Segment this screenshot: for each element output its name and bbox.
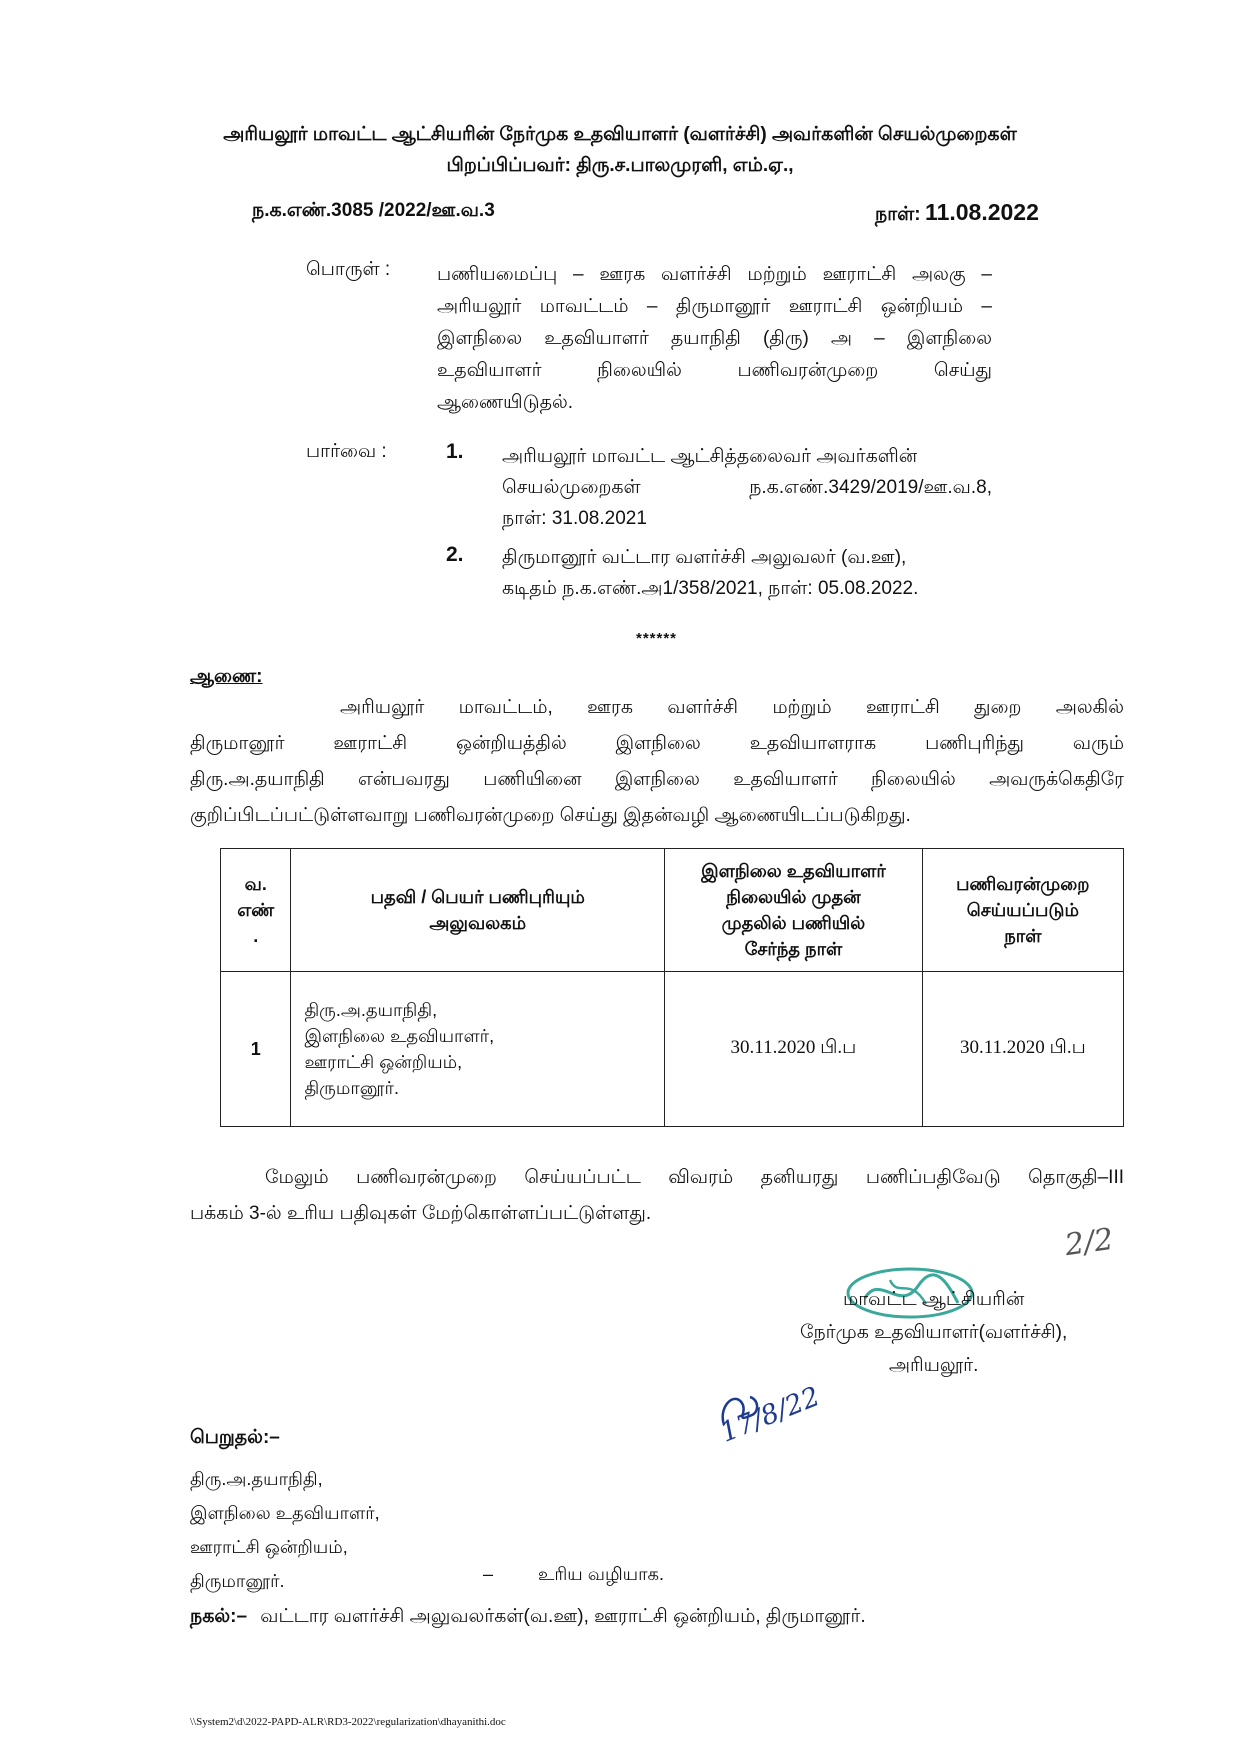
header-line: எண் bbox=[237, 899, 275, 920]
reference-line: நாள்: 31.08.2021 bbox=[502, 508, 647, 529]
column-header-post-name bbox=[291, 849, 665, 972]
order-heading: ஆணை: bbox=[190, 666, 263, 687]
date-label: நாள்: bbox=[875, 204, 921, 225]
signature-block bbox=[800, 1283, 1067, 1382]
reference-line: செயல்முறைகள் ந.க.எண்.3429/2019/ஊ.வ.8, bbox=[502, 477, 992, 498]
recipient-line: திருமானூர். bbox=[190, 1571, 285, 1591]
order-line: திருமானூர் ஊராட்சி ஒன்றியத்தில் இளநிலை உதவியாளராக பணிபுரிந்து வரும் bbox=[190, 733, 1124, 754]
cell-line: திருமானூர். bbox=[304, 1078, 399, 1099]
recipient-label: பெறுதல்:– bbox=[190, 1427, 280, 1448]
signature-line: நேர்முக உதவியாளர்(வளர்ச்சி), bbox=[800, 1322, 1068, 1343]
date-value: 11.08.2022 bbox=[925, 199, 1039, 225]
cell-joining-date: 30.11.2020 பி.ப bbox=[665, 972, 923, 1127]
subject-line: அரியலூர் மாவட்டம் – திருமானூர் ஊராட்சி ஒன்றியம் – bbox=[437, 296, 992, 317]
subject-text bbox=[437, 259, 992, 419]
subject-line: பணியமைப்பு – ஊரக வளர்ச்சி மற்றும் ஊராட்சி அலகு – bbox=[437, 264, 992, 285]
header-line: நிலையில் முதன் bbox=[726, 886, 861, 907]
reference-item-1 bbox=[502, 441, 992, 534]
table-header-row bbox=[221, 849, 1124, 972]
header-line: நாள் bbox=[1004, 926, 1042, 947]
page-mark: 2/2 bbox=[1062, 1221, 1116, 1264]
order-paragraph bbox=[190, 690, 1124, 834]
references-label: பார்வை : bbox=[306, 441, 387, 462]
further-line: பக்கம் 3-ல் உரிய பதிவுகள் மேற்கொள்ளப்பட்டுள்ளது. bbox=[190, 1203, 652, 1224]
header-line: முதலில் பணியில் bbox=[721, 913, 866, 933]
column-header-regularization-date bbox=[922, 849, 1123, 972]
subject-line: ஆணையிடுதல். bbox=[437, 392, 574, 413]
copy-line bbox=[190, 1606, 866, 1630]
recipient-line: ஊராட்சி ஒன்றியம், bbox=[190, 1537, 348, 1557]
recipient-address bbox=[190, 1462, 380, 1598]
order-line: திரு.அ.தயாநிதி என்பவரது பணியினை இளநிலை உதவியாளர் நிலையில் அவருக்கெதிரே bbox=[190, 769, 1124, 790]
further-line: மேலும் பணிவரன்முறை செய்யப்பட்ட விவரம் தனியரது பணிப்பதிவேடு தொகுதி–III bbox=[265, 1167, 1124, 1188]
reference-line: அரியலூர் மாவட்ட ஆட்சித்தலைவர் அவர்களின் bbox=[502, 446, 918, 467]
file-path: \\System2\d\2022-PAPD-ALR\RD3-2022\regularization\dhayanithi.doc bbox=[190, 1716, 506, 1728]
recipient-via: உரிய வழியாக. bbox=[538, 1564, 665, 1584]
reference-number-2: 2. bbox=[446, 543, 464, 566]
order-line: குறிப்பிடப்பட்டுள்ளவாறு பணிவரன்முறை செய்து இதன்வழி ஆணையிடப்படுகிறது. bbox=[190, 805, 911, 826]
recipient-line: திரு.அ.தயாநிதி, bbox=[190, 1469, 323, 1489]
signature-line: மாவட்ட ஆட்சியரின் bbox=[842, 1289, 1025, 1310]
column-header-serial bbox=[221, 849, 291, 972]
reference-line: திருமானூர் வட்டார வளர்ச்சி அலுவலர் (வ.ஊ), bbox=[502, 547, 907, 568]
order-date bbox=[875, 199, 1039, 228]
signature-initials: 17/8/22 bbox=[716, 1381, 825, 1449]
regularization-table bbox=[220, 848, 1124, 1127]
copy-text: வட்டார வளர்ச்சி அலுவலர்கள்(வ.ஊ), ஊராட்சி ஒன்றியம், திருமானூர். bbox=[260, 1606, 866, 1627]
table-row bbox=[221, 972, 1124, 1127]
reference-line: கடிதம் ந.க.எண்.அ1/358/2021, நாள்: 05.08.2022. bbox=[502, 578, 919, 599]
subject-line: இளநிலை உதவியாளர் தயாநிதி (திரு) அ – இளநிலை bbox=[437, 328, 992, 349]
header-line: பணிவரன்முறை bbox=[956, 873, 1090, 894]
header-line: வ. bbox=[244, 873, 267, 894]
reference-item-2 bbox=[502, 542, 1002, 604]
cell-post-name bbox=[291, 972, 665, 1127]
page-title: அரியலூர் மாவட்ட ஆட்சியரின் நேர்முக உதவியாளர் (வளர்ச்சி) அவர்களின் செயல்முறைகள் bbox=[223, 124, 1017, 145]
cell-line: இளநிலை உதவியாளர், bbox=[304, 1025, 495, 1046]
cell-regularization-date: 30.11.2020 பி.ப bbox=[922, 972, 1123, 1127]
header-line: இளநிலை உதவியாளர் bbox=[701, 860, 886, 881]
cell-serial: 1 bbox=[221, 972, 291, 1127]
section-separator: ****** bbox=[636, 630, 678, 647]
further-paragraph bbox=[190, 1160, 1124, 1232]
recipient-line: இளநிலை உதவியாளர், bbox=[190, 1503, 380, 1523]
column-header-joining-date bbox=[665, 849, 923, 972]
cell-line: ஊராட்சி ஒன்றியம், bbox=[304, 1052, 463, 1072]
subject-label: பொருள் : bbox=[306, 259, 391, 280]
subject-line: உதவியாளர் நிலையில் பணிவரன்முறை செய்து bbox=[437, 360, 992, 381]
order-line: அரியலூர் மாவட்டம், ஊரக வளர்ச்சி மற்றும் ஊராட்சி துறை அலகில் bbox=[340, 697, 1124, 718]
reference-number: ந.க.எண்.3085 /2022/ஊ.வ.3 bbox=[252, 200, 495, 221]
header-line: பதவி / பெயர் பணிபுரியும் bbox=[370, 886, 585, 907]
recipient-dash: – bbox=[483, 1564, 494, 1584]
cell-line: திரு.அ.தயாநிதி, bbox=[304, 999, 438, 1020]
signature-line: அரியலூர். bbox=[888, 1355, 979, 1376]
header-line: அலுவலகம் bbox=[429, 913, 527, 933]
header-line: . bbox=[253, 926, 259, 947]
header-line: செய்யப்படும் bbox=[966, 899, 1079, 920]
issuer-line: பிறப்பிப்பவர்: திரு.ச.பாலமுரளி, எம்.ஏ., bbox=[446, 155, 794, 176]
header-line: சேர்ந்த நாள் bbox=[744, 939, 843, 960]
reference-number-1: 1. bbox=[446, 440, 464, 463]
copy-label: நகல்:– bbox=[190, 1606, 248, 1627]
